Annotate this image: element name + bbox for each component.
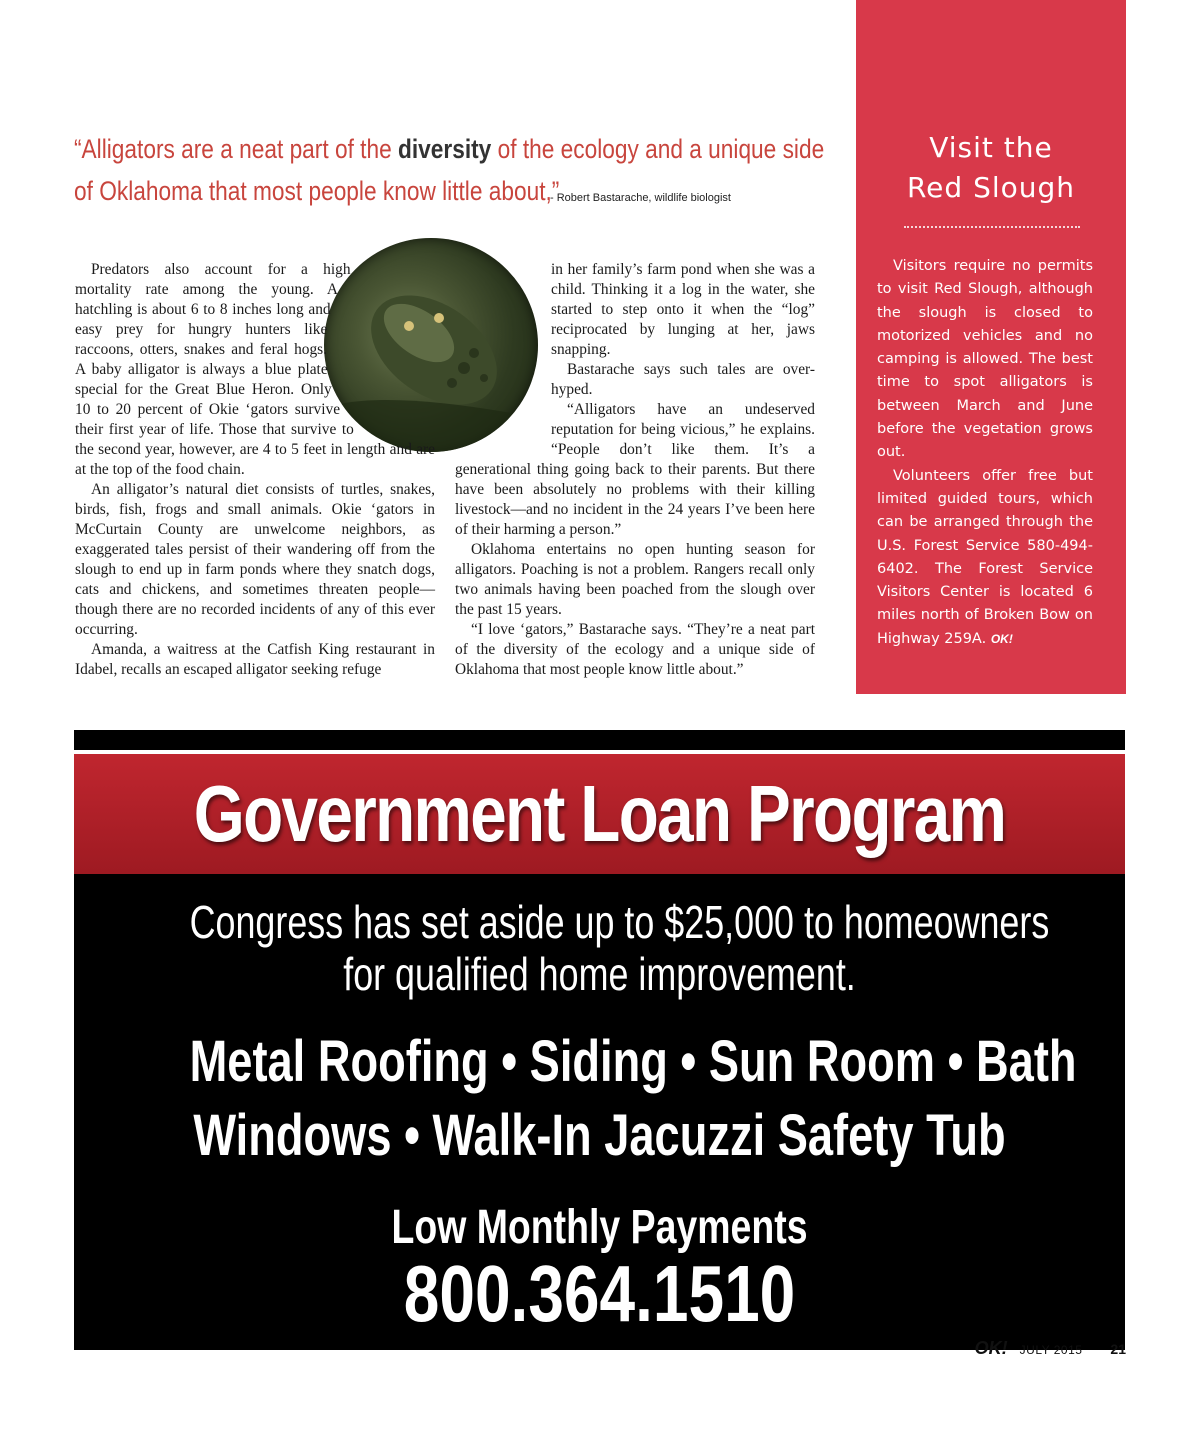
- article-paragraph: “Alligators have an undeserved reputation for being vicious,” he explains. “People don’t like them. It’s a generational thing going back to their parents. But there have been absolutely no problems with their killing livestock—and no incident in the 24 years I’ve been here of their harming a person.”: [455, 401, 815, 538]
- red-slough-sidebar: [856, 0, 1126, 694]
- pull-quote-attribution: - Robert Bastarache, wildlife biologist: [550, 192, 731, 204]
- sidebar-paragraph: Volunteers offer free but limited guided tours, which can be arranged through the U.S. Forest Service 580-494-6402. The Forest Service Visitors Center is located 6 miles north of Broken Bow on Highway 259A. OK!: [877, 467, 1093, 647]
- ad-top-bar: [74, 730, 1125, 750]
- article-paragraph: Amanda, a waitress at the Catfish King restaurant in Idabel, recalls an escaped alligator seeking refuge: [75, 641, 435, 678]
- sidebar-paragraph: Visitors require no permits to visit Red Slough, although the slough is closed to motorized vehicles and no camping is allowed. The best time to spot alligators is between March and June before the vegetation grows out.: [877, 258, 1093, 461]
- sidebar-body: [877, 255, 1093, 651]
- ad-subtitle-line2: for qualified home improvement.: [343, 948, 856, 1000]
- article-column-left: [75, 260, 435, 680]
- article-paragraph: Bastarache says such tales are over-hyped.: [551, 361, 815, 398]
- ad-products-line2: Windows • Walk-In Jacuzzi Safety Tub: [193, 1103, 1006, 1168]
- ok-logo-end-mark: OK!: [990, 631, 1013, 646]
- page-number: 21: [1110, 1341, 1126, 1357]
- article-paragraph: An alligator’s natural diet consists of turtles, snakes, birds, fish, frogs and small animals. Okie ‘gators in McCurtain County are unwelcome neighbors, as exaggerated tales persist of their wandering off from the slough to end up in farm ponds where they snatch dogs, cats and chickens, and sometimes threaten people—though there are no recorded incidents of any of this ever occurring.: [75, 481, 435, 638]
- ad-phone-number: 800.364.1510: [403, 1249, 796, 1338]
- ad-header: [74, 754, 1125, 874]
- sidebar-title: Visit the Red Slough: [906, 131, 1076, 204]
- sidebar-divider: [904, 226, 1080, 228]
- ad-subtitle-line1: Congress has set aside up to $25,000 to homeowners: [189, 896, 1050, 948]
- page-footer: [975, 1338, 1126, 1359]
- article-paragraph: Oklahoma entertains no open hunting season for alligators. Poaching is not a problem. Rangers recall only two animals having been poached from the slough over the past 15 years.: [455, 541, 815, 618]
- ad-body: [74, 874, 1125, 1350]
- article-paragraph: “I love ‘gators,” Bastarache says. “They’re a neat part of the diversity of the ecology and a unique side of Oklahoma that most people know little about.”: [455, 621, 815, 678]
- pull-quote-line1: “Alligators are a neat part of the diversity of the ecology and a unique side: [74, 134, 825, 164]
- ok-magazine-logo: OK!: [974, 1338, 1008, 1358]
- ad-payments: Low Monthly Payments: [391, 1201, 808, 1254]
- pull-quote-line2: of Oklahoma that most people know little about,”: [74, 176, 560, 206]
- ad-products-line1: Metal Roofing • Siding • Sun Room • Bath: [189, 1029, 1077, 1094]
- ad-title: Government Loan Program: [193, 769, 1006, 858]
- issue-date: JULY 2015: [1019, 1343, 1083, 1357]
- article-paragraph: Predators also account for a high mortality rate among the young. A hatchling is about 6 to 8 inches long and easy prey for hungry hunters like raccoons, otters, snakes and feral hogs. A baby alligator is always a blue plate special for the Great Blue Heron. Only 10 to 20 percent of Okie ‘gators survive their first year of life. Those that survive to the second year, however, are 4 to 5 feet in length and are at the top of the food chain.: [75, 261, 435, 478]
- pull-quote-highlight: diversity: [398, 134, 492, 164]
- article-paragraph: in her family’s farm pond when she was a child. Thinking it a log in the water, she started to step onto it when the “log” reciprocated by lunging at her, jaws snapping.: [551, 261, 815, 358]
- article-column-right: [455, 260, 815, 680]
